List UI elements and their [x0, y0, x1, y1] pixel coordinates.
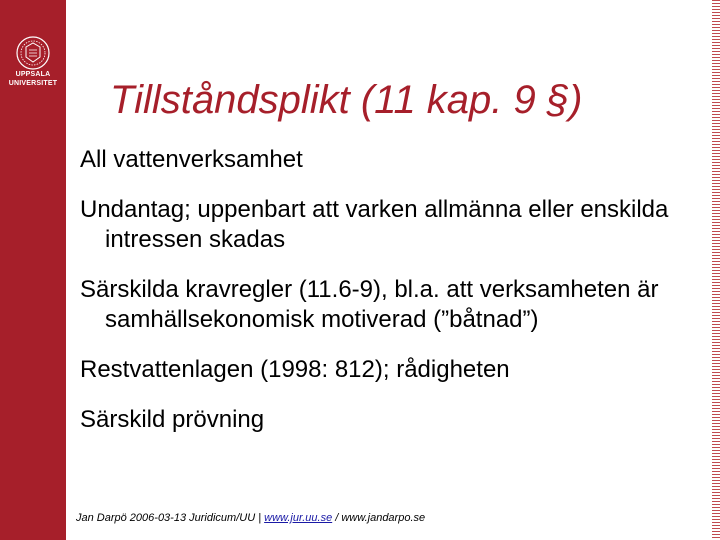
logo-text-line2: UNIVERSITET: [8, 80, 58, 87]
footer-separator: /: [332, 512, 342, 524]
bullet-item: Särskilda kravregler (11.6-9), bl.a. att verksamheten är samhällsekonomisk motiverad (”båtnad”): [80, 276, 659, 333]
footer-link-jur[interactable]: www.jur.uu.se: [264, 512, 333, 524]
bullet-list: [80, 145, 705, 455]
bullet-item: Restvattenlagen (1998: 812); rådigheten: [80, 356, 510, 383]
slide-title: Tillståndsplikt (11 kap. 9 §): [110, 78, 583, 122]
footer-author-date: Jan Darpö 2006-03-13 Juridicum/UU |: [76, 512, 265, 524]
footer-link-jandarpo[interactable]: www.jandarpo.se: [341, 512, 426, 524]
bullet-item: Undantag; uppenbart att varken allmänna eller enskilda intressen skadas: [80, 196, 669, 253]
footer: [76, 512, 425, 524]
bullet-item: Särskild prövning: [80, 406, 265, 433]
sidebar: [0, 0, 66, 540]
decorative-edge: [712, 0, 720, 540]
logo-text-line1: UPPSALA: [15, 71, 51, 78]
bullet-item: All vattenverksamhet: [80, 146, 303, 173]
